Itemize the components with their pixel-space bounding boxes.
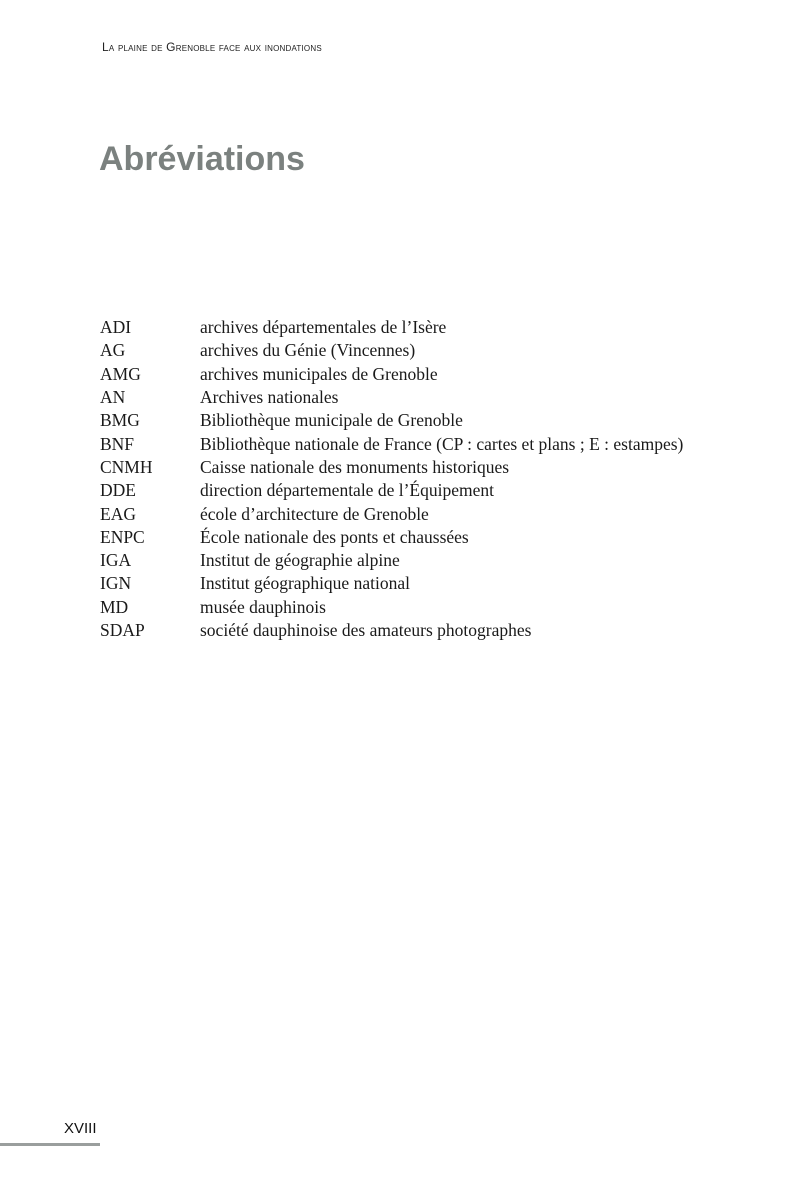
abbreviation-term: AMG [100,363,141,384]
abbreviation-definition: société dauphinoise des amateurs photographes [200,620,532,640]
abbreviation-row [100,549,740,572]
abbreviation-definition: Bibliothèque municipale de Grenoble [200,410,463,431]
abbreviation-term: EAG [100,503,136,524]
abbreviation-term: ENPC [100,526,145,547]
abbreviation-definition: Archives nationales [200,387,339,408]
abbreviation-row [100,339,740,362]
abbreviation-row [100,316,740,339]
abbreviation-row [100,619,740,642]
abbreviation-row [100,432,740,455]
abbreviation-list [100,316,740,642]
abbreviation-row [100,572,740,595]
abbreviation-definition: musée dauphinois [200,596,326,617]
abbreviation-term: ADI [100,317,132,338]
abbreviation-definition: Bibliothèque nationale de France (CP : cartes et plans ; E : estampes) [200,433,684,454]
abbreviation-row [100,456,740,479]
abbreviation-row [100,596,740,619]
abbreviation-term: DDE [100,480,136,501]
abbreviation-definition: Caisse nationale des monuments historiques [200,456,510,477]
abbreviation-term: MD [100,596,129,617]
page-number-rule [0,1143,100,1146]
abbreviation-row [100,363,740,386]
abbreviation-definition: école d’architecture de Grenoble [200,503,429,524]
abbreviation-term: AN [100,387,126,408]
abbreviation-definition: Institut de géographie alpine [200,550,400,571]
page-title: Abréviations [99,140,305,178]
abbreviation-definition: archives municipales de Grenoble [200,363,438,384]
abbreviation-term: IGN [100,573,132,594]
abbreviation-definition: archives du Génie (Vincennes) [200,340,416,361]
abbreviation-row [100,526,740,549]
abbreviation-definition: École nationale des ponts et chaussées [200,526,469,547]
running-head: La plaine de Grenoble face aux inondations [102,40,322,54]
abbreviation-term: SDAP [100,620,145,640]
abbreviation-term: BNF [100,433,135,454]
abbreviation-definition: Institut géographique national [200,573,410,594]
abbreviation-row [100,409,740,432]
abbreviation-term: BMG [100,410,140,431]
abbreviation-definition: direction départementale de l’Équipement [200,480,494,501]
abbreviation-row [100,479,740,502]
abbreviation-row [100,386,740,409]
page-number: XVIII [64,1120,97,1137]
abbreviation-term: IGA [100,550,132,571]
abbreviation-definition: archives départementales de l’Isère [200,317,447,338]
abbreviation-term: AG [100,340,126,361]
abbreviation-row [100,502,740,525]
abbreviation-term: CNMH [100,456,153,477]
